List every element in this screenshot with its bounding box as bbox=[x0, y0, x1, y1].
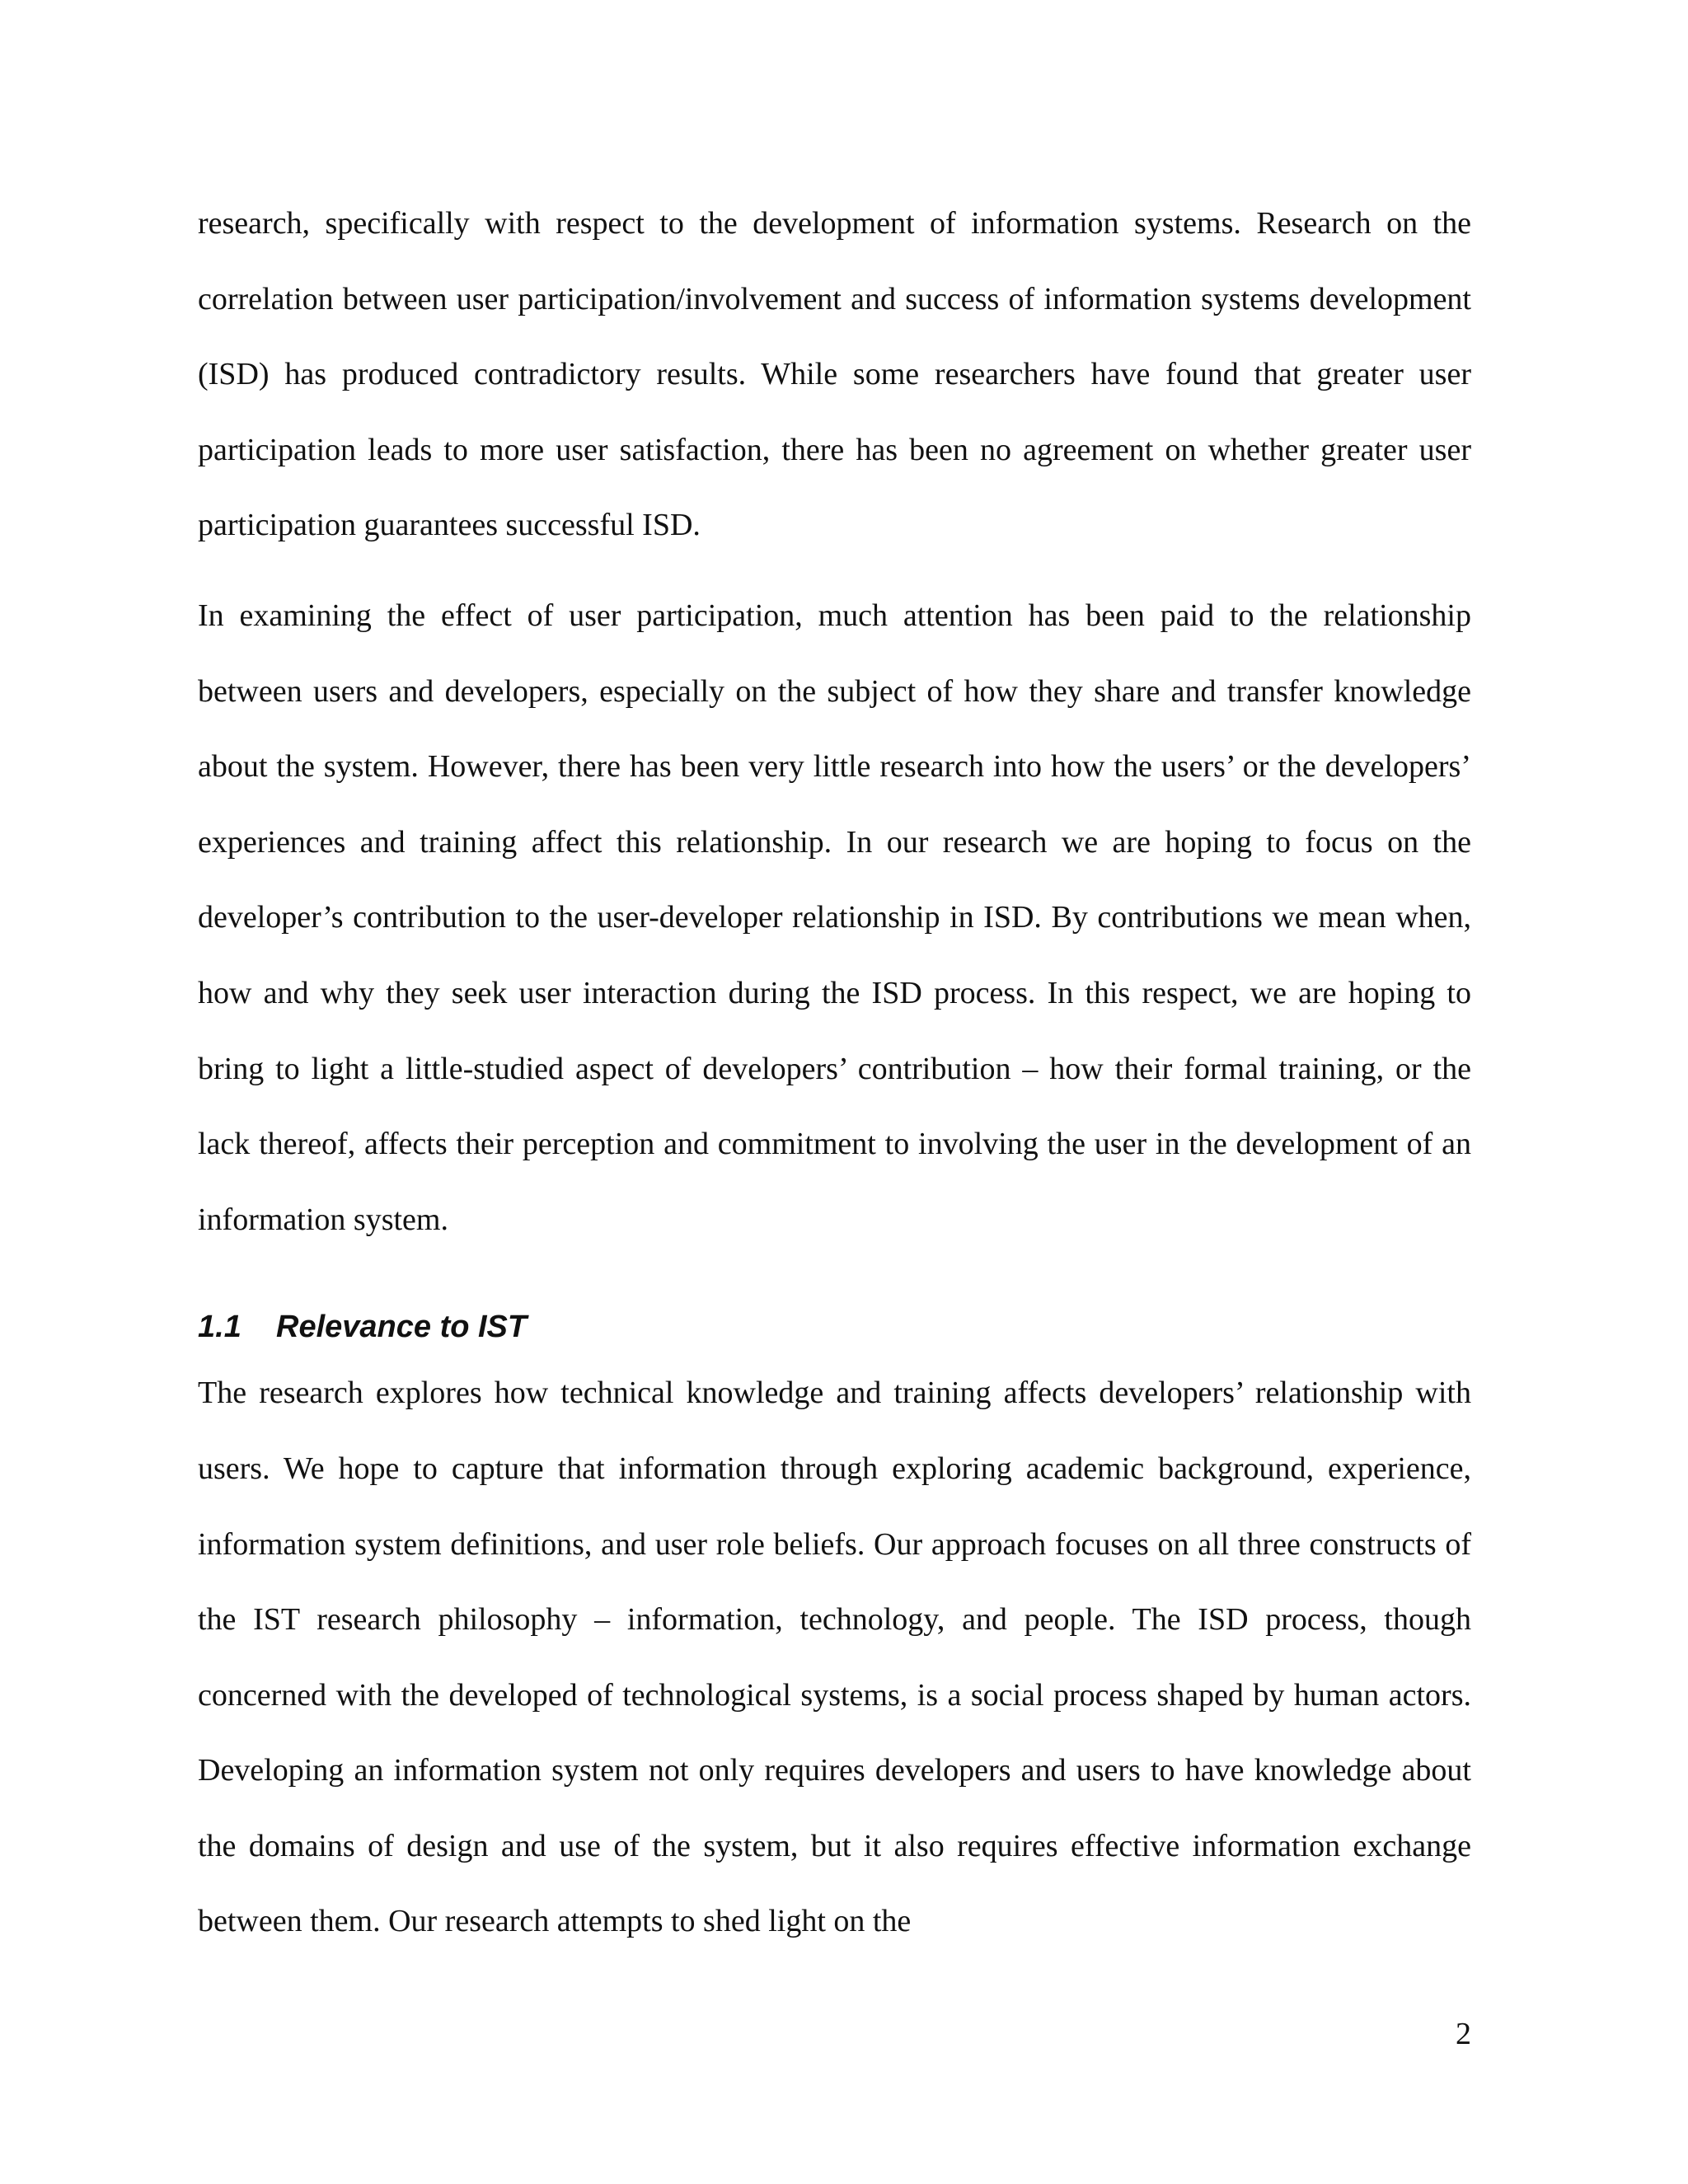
section-heading bbox=[198, 1298, 1471, 1356]
body-paragraph: The research explores how technical knowledge and training affects developers’ relationship with users. We hope to capture that information through exploring academic background, experience, information system definitions, and user role beliefs. Our approach focuses on all three constructs of the IST research philosophy – information, technology, and people. The ISD process, though concerned with the developed of technological systems, is a social process shaped by human actors. Developing an information system not only requires developers and users to have knowledge about the domains of design and use of the system, but it also requires effective information exchange between them. Our research attempts to shed light on the bbox=[198, 1376, 1471, 1939]
section-number: 1.1 bbox=[198, 1310, 241, 1345]
page-body bbox=[198, 186, 1471, 1960]
page-number: 2 bbox=[1456, 2017, 1471, 2051]
body-paragraph: research, specifically with respect to the development of information systems. Research on the correlation between user participation/involvement and success of information systems development (ISD) has produced contradictory results. While some researchers have found that greater user participation leads to more user satisfaction, there has been no agreement on whether greater user participation guarantees successful ISD. bbox=[198, 206, 1471, 543]
section-title: Relevance to IST bbox=[276, 1310, 528, 1345]
body-paragraph: In examining the effect of user participation, much attention has been paid to the relationship between users and developers, especially on the subject of how they share and transfer knowledge about the system. However, there has been very little research into how the users’ or the developers’ experiences and training affect this relationship. In our research we are hoping to focus on the developer’s contribution to the user-developer relationship in ISD. By contributions we mean when, how and why they seek user interaction during the ISD process. In this respect, we are hoping to bring to light a little-studied aspect of developers’ contribution – how their formal training, or the lack thereof, affects their perception and commitment to involving the user in the development of an information system. bbox=[198, 598, 1471, 1237]
